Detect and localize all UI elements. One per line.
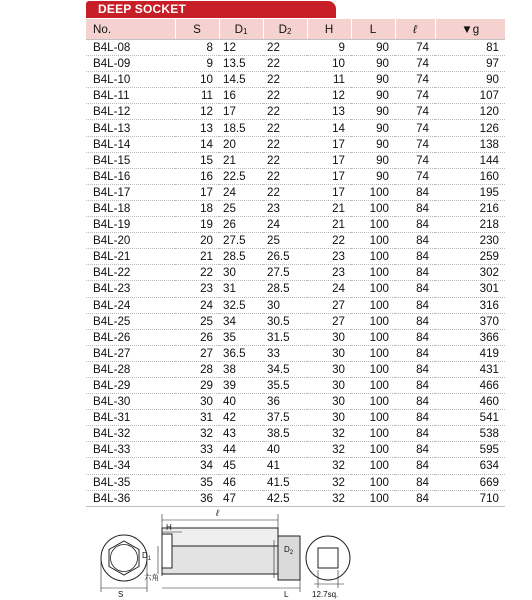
- cell-d2: 28.5: [263, 281, 307, 297]
- cell-d2: 22: [263, 168, 307, 184]
- cell-s: 11: [175, 88, 219, 104]
- table-row: [86, 120, 505, 136]
- cell-s: 17: [175, 184, 219, 200]
- cell-l: 100: [351, 233, 395, 249]
- cell-g: 710: [435, 490, 505, 506]
- socket-diagram: [96, 500, 432, 600]
- cell-d1: 27.5: [219, 233, 263, 249]
- cell-s: 22: [175, 265, 219, 281]
- table-row: [86, 104, 505, 120]
- cell-d2: 35.5: [263, 377, 307, 393]
- cell-ell: 84: [395, 394, 435, 410]
- cell-s: 29: [175, 377, 219, 393]
- cell-l: 100: [351, 313, 395, 329]
- table-row: [86, 72, 505, 88]
- cell-l: 100: [351, 265, 395, 281]
- cell-d1: 38: [219, 361, 263, 377]
- cell-ell: 84: [395, 233, 435, 249]
- table-row: [86, 168, 505, 184]
- cell-ell: 84: [395, 265, 435, 281]
- table-row: [86, 297, 505, 313]
- table-row: [86, 136, 505, 152]
- cell-s: 14: [175, 136, 219, 152]
- cell-s: 35: [175, 474, 219, 490]
- cell-no: B4L-18: [86, 200, 175, 216]
- cell-ell: 84: [395, 458, 435, 474]
- diagram-hex-label: 六角: [144, 573, 159, 582]
- header-l: L: [351, 19, 395, 40]
- header-d2-label: D: [278, 22, 287, 36]
- cell-d2: 40: [263, 442, 307, 458]
- header-d2-sub: 2: [286, 26, 292, 36]
- cell-d1: 47: [219, 490, 263, 506]
- cell-no: B4L-31: [86, 410, 175, 426]
- cell-no: B4L-22: [86, 265, 175, 281]
- cell-s: 24: [175, 297, 219, 313]
- cell-no: B4L-09: [86, 56, 175, 72]
- cell-d1: 30: [219, 265, 263, 281]
- cell-l: 100: [351, 217, 395, 233]
- cell-g: 144: [435, 152, 505, 168]
- cell-h: 24: [307, 281, 351, 297]
- spec-table-body: [86, 40, 505, 507]
- cell-d1: 28.5: [219, 249, 263, 265]
- cell-no: B4L-30: [86, 394, 175, 410]
- cell-d1: 42: [219, 410, 263, 426]
- header-h: H: [307, 19, 351, 40]
- cell-d2: 22: [263, 104, 307, 120]
- cell-g: 97: [435, 56, 505, 72]
- cell-no: B4L-35: [86, 474, 175, 490]
- cell-d2: 36: [263, 394, 307, 410]
- cell-d1: 17: [219, 104, 263, 120]
- cell-d1: 31: [219, 281, 263, 297]
- cell-ell: 84: [395, 217, 435, 233]
- cell-h: 30: [307, 361, 351, 377]
- table-row: [86, 249, 505, 265]
- cell-ell: 84: [395, 184, 435, 200]
- cell-h: 17: [307, 152, 351, 168]
- cell-no: B4L-15: [86, 152, 175, 168]
- table-row: [86, 281, 505, 297]
- cell-h: 21: [307, 200, 351, 216]
- header-s: S: [175, 19, 219, 40]
- cell-d1: 46: [219, 474, 263, 490]
- cell-h: 21: [307, 217, 351, 233]
- cell-d1: 13.5: [219, 56, 263, 72]
- cell-s: 19: [175, 217, 219, 233]
- cell-ell: 84: [395, 200, 435, 216]
- diagram-d2-sub: 2: [289, 550, 294, 556]
- cell-h: 27: [307, 297, 351, 313]
- cell-g: 302: [435, 265, 505, 281]
- table-row: [86, 233, 505, 249]
- cell-ell: 84: [395, 426, 435, 442]
- cell-no: B4L-21: [86, 249, 175, 265]
- cell-g: 460: [435, 394, 505, 410]
- cell-s: 23: [175, 281, 219, 297]
- cell-d1: 16: [219, 88, 263, 104]
- cell-no: B4L-26: [86, 329, 175, 345]
- cell-l: 100: [351, 442, 395, 458]
- table-row: [86, 40, 505, 56]
- header-ell: ℓ: [395, 19, 435, 40]
- table-row: [86, 345, 505, 361]
- cell-l: 100: [351, 200, 395, 216]
- cell-d1: 24: [219, 184, 263, 200]
- cell-d2: 42.5: [263, 490, 307, 506]
- cell-g: 634: [435, 458, 505, 474]
- cell-s: 27: [175, 345, 219, 361]
- cell-l: 90: [351, 152, 395, 168]
- table-title: DEEP SOCKET: [98, 2, 186, 16]
- cell-no: B4L-29: [86, 377, 175, 393]
- cell-s: 31: [175, 410, 219, 426]
- cell-no: B4L-27: [86, 345, 175, 361]
- cell-l: 100: [351, 329, 395, 345]
- cell-no: B4L-20: [86, 233, 175, 249]
- cell-no: B4L-34: [86, 458, 175, 474]
- table-row: [86, 329, 505, 345]
- cell-ell: 84: [395, 249, 435, 265]
- table-row: [86, 184, 505, 200]
- cell-ell: 74: [395, 120, 435, 136]
- header-row: [86, 19, 505, 40]
- cell-l: 90: [351, 72, 395, 88]
- cell-d2: 31.5: [263, 329, 307, 345]
- cell-l: 90: [351, 104, 395, 120]
- cell-h: 30: [307, 329, 351, 345]
- cell-d1: 21: [219, 152, 263, 168]
- cell-s: 12: [175, 104, 219, 120]
- cell-l: 100: [351, 249, 395, 265]
- cell-l: 100: [351, 281, 395, 297]
- cell-no: B4L-13: [86, 120, 175, 136]
- cell-no: B4L-28: [86, 361, 175, 377]
- cell-g: 431: [435, 361, 505, 377]
- header-g: ▼g: [435, 19, 505, 40]
- cell-no: B4L-16: [86, 168, 175, 184]
- cell-h: 23: [307, 249, 351, 265]
- table-row: [86, 313, 505, 329]
- square-drive-end-view: [306, 536, 350, 588]
- cell-l: 90: [351, 40, 395, 56]
- diagram-l-label: L: [284, 590, 289, 599]
- cell-no: B4L-32: [86, 426, 175, 442]
- diagram-sq-label: 12.7sq.: [312, 590, 339, 599]
- hex-end-view: [101, 535, 147, 592]
- cell-h: 30: [307, 410, 351, 426]
- cell-g: 366: [435, 329, 505, 345]
- cell-d1: 26: [219, 217, 263, 233]
- cell-g: 90: [435, 72, 505, 88]
- cell-no: B4L-25: [86, 313, 175, 329]
- header-no: No.: [86, 19, 175, 40]
- cell-g: 301: [435, 281, 505, 297]
- cell-l: 100: [351, 345, 395, 361]
- cell-g: 466: [435, 377, 505, 393]
- cell-l: 100: [351, 426, 395, 442]
- cell-d2: 30: [263, 297, 307, 313]
- diagram-d1-sub: 1: [147, 556, 152, 562]
- cell-ell: 84: [395, 361, 435, 377]
- cell-g: 370: [435, 313, 505, 329]
- cell-d2: 37.5: [263, 410, 307, 426]
- cell-ell: 84: [395, 442, 435, 458]
- cell-h: 11: [307, 72, 351, 88]
- header-d2: [263, 19, 307, 40]
- cell-h: 10: [307, 56, 351, 72]
- table-row: [86, 88, 505, 104]
- cell-h: 32: [307, 442, 351, 458]
- cell-no: B4L-10: [86, 72, 175, 88]
- cell-s: 28: [175, 361, 219, 377]
- cell-ell: 84: [395, 281, 435, 297]
- cell-h: 17: [307, 136, 351, 152]
- cell-d1: 44: [219, 442, 263, 458]
- table-row: [86, 474, 505, 490]
- cell-g: 107: [435, 88, 505, 104]
- cell-ell: 84: [395, 490, 435, 506]
- diagram-d2-text: D: [284, 545, 290, 554]
- cell-d1: 34: [219, 313, 263, 329]
- cell-h: 17: [307, 184, 351, 200]
- cell-h: 9: [307, 40, 351, 56]
- cell-ell: 74: [395, 72, 435, 88]
- cell-g: 195: [435, 184, 505, 200]
- cell-d2: 33: [263, 345, 307, 361]
- cell-d2: 22: [263, 120, 307, 136]
- cell-d1: 43: [219, 426, 263, 442]
- cell-h: 32: [307, 474, 351, 490]
- cell-h: 32: [307, 426, 351, 442]
- cell-g: 595: [435, 442, 505, 458]
- cell-g: 316: [435, 297, 505, 313]
- cell-d2: 41: [263, 458, 307, 474]
- cell-s: 25: [175, 313, 219, 329]
- cell-d1: 14.5: [219, 72, 263, 88]
- cell-d1: 36.5: [219, 345, 263, 361]
- table-row: [86, 265, 505, 281]
- table-row: [86, 200, 505, 216]
- cell-d2: 22: [263, 88, 307, 104]
- cell-g: 419: [435, 345, 505, 361]
- cell-d2: 22: [263, 136, 307, 152]
- cell-d2: 22: [263, 56, 307, 72]
- cell-g: 81: [435, 40, 505, 56]
- cell-no: B4L-23: [86, 281, 175, 297]
- cell-no: B4L-12: [86, 104, 175, 120]
- cell-s: 33: [175, 442, 219, 458]
- cell-s: 9: [175, 56, 219, 72]
- cell-d2: 26.5: [263, 249, 307, 265]
- cell-h: 30: [307, 345, 351, 361]
- cell-g: 138: [435, 136, 505, 152]
- cell-d2: 38.5: [263, 426, 307, 442]
- cell-ell: 84: [395, 474, 435, 490]
- cell-ell: 84: [395, 329, 435, 345]
- cell-l: 100: [351, 410, 395, 426]
- cell-l: 100: [351, 474, 395, 490]
- cell-d1: 12: [219, 40, 263, 56]
- cell-s: 13: [175, 120, 219, 136]
- cell-no: B4L-24: [86, 297, 175, 313]
- diagram-h-label: H: [166, 523, 172, 532]
- cell-no: B4L-19: [86, 217, 175, 233]
- cell-g: 126: [435, 120, 505, 136]
- cell-d2: 24: [263, 217, 307, 233]
- cell-d1: 40: [219, 394, 263, 410]
- table-row: [86, 361, 505, 377]
- cell-h: 30: [307, 377, 351, 393]
- cell-l: 100: [351, 377, 395, 393]
- cell-d1: 25: [219, 200, 263, 216]
- cell-s: 18: [175, 200, 219, 216]
- cell-ell: 74: [395, 88, 435, 104]
- cell-d1: 22.5: [219, 168, 263, 184]
- cell-l: 90: [351, 56, 395, 72]
- cell-g: 541: [435, 410, 505, 426]
- cell-d2: 22: [263, 184, 307, 200]
- cell-d1: 45: [219, 458, 263, 474]
- cell-g: 120: [435, 104, 505, 120]
- table-row: [86, 426, 505, 442]
- cell-l: 90: [351, 168, 395, 184]
- cell-l: 100: [351, 490, 395, 506]
- cell-d2: 34.5: [263, 361, 307, 377]
- cell-g: 669: [435, 474, 505, 490]
- cell-ell: 84: [395, 313, 435, 329]
- cell-ell: 74: [395, 168, 435, 184]
- cell-l: 90: [351, 120, 395, 136]
- cell-no: B4L-08: [86, 40, 175, 56]
- table-row: [86, 217, 505, 233]
- cell-h: 12: [307, 88, 351, 104]
- cell-h: 32: [307, 490, 351, 506]
- table-row: [86, 442, 505, 458]
- cell-ell: 74: [395, 40, 435, 56]
- cell-h: 22: [307, 233, 351, 249]
- cell-l: 100: [351, 184, 395, 200]
- cell-d2: 41.5: [263, 474, 307, 490]
- cell-s: 36: [175, 490, 219, 506]
- cell-no: B4L-33: [86, 442, 175, 458]
- cell-l: 90: [351, 136, 395, 152]
- cell-d2: 27.5: [263, 265, 307, 281]
- cell-l: 90: [351, 88, 395, 104]
- cell-ell: 74: [395, 152, 435, 168]
- cell-s: 10: [175, 72, 219, 88]
- cell-no: B4L-14: [86, 136, 175, 152]
- diagram-ell-label: ℓ: [216, 508, 219, 518]
- socket-side-view: [158, 514, 300, 592]
- cell-d1: 35: [219, 329, 263, 345]
- cell-d1: 39: [219, 377, 263, 393]
- cell-d2: 25: [263, 233, 307, 249]
- header-d1-sub: 1: [242, 26, 248, 36]
- cell-l: 100: [351, 361, 395, 377]
- diagram-d1-text: D: [142, 551, 148, 560]
- cell-s: 20: [175, 233, 219, 249]
- cell-s: 8: [175, 40, 219, 56]
- cell-s: 15: [175, 152, 219, 168]
- cell-l: 100: [351, 297, 395, 313]
- cell-d2: 23: [263, 200, 307, 216]
- cell-no: B4L-36: [86, 490, 175, 506]
- table-row: [86, 56, 505, 72]
- cell-h: 32: [307, 458, 351, 474]
- header-d1: [219, 19, 263, 40]
- table-row: [86, 377, 505, 393]
- cell-ell: 84: [395, 410, 435, 426]
- cell-g: 230: [435, 233, 505, 249]
- cell-l: 100: [351, 394, 395, 410]
- cell-ell: 74: [395, 104, 435, 120]
- cell-h: 14: [307, 120, 351, 136]
- cell-d2: 22: [263, 40, 307, 56]
- cell-d2: 30.5: [263, 313, 307, 329]
- cell-s: 30: [175, 394, 219, 410]
- cell-g: 218: [435, 217, 505, 233]
- cell-h: 23: [307, 265, 351, 281]
- cell-s: 16: [175, 168, 219, 184]
- cell-g: 259: [435, 249, 505, 265]
- cell-no: B4L-11: [86, 88, 175, 104]
- cell-s: 21: [175, 249, 219, 265]
- cell-d1: 32.5: [219, 297, 263, 313]
- header-d1-label: D: [234, 22, 243, 36]
- cell-d2: 22: [263, 152, 307, 168]
- table-row: [86, 152, 505, 168]
- cell-s: 32: [175, 426, 219, 442]
- cell-ell: 74: [395, 56, 435, 72]
- cell-g: 216: [435, 200, 505, 216]
- cell-s: 26: [175, 329, 219, 345]
- cell-ell: 84: [395, 377, 435, 393]
- cell-h: 17: [307, 168, 351, 184]
- cell-s: 34: [175, 458, 219, 474]
- cell-d1: 20: [219, 136, 263, 152]
- cell-g: 538: [435, 426, 505, 442]
- cell-g: 160: [435, 168, 505, 184]
- table-row: [86, 410, 505, 426]
- cell-d1: 18.5: [219, 120, 263, 136]
- table-row: [86, 394, 505, 410]
- cell-h: 13: [307, 104, 351, 120]
- cell-ell: 74: [395, 136, 435, 152]
- cell-l: 100: [351, 458, 395, 474]
- cell-d2: 22: [263, 72, 307, 88]
- cell-ell: 84: [395, 345, 435, 361]
- spec-table: [86, 19, 505, 507]
- table-row: [86, 458, 505, 474]
- diagram-d1-label: [142, 551, 152, 562]
- diagram-s-label: S: [118, 590, 124, 599]
- cell-h: 30: [307, 394, 351, 410]
- cell-ell: 84: [395, 297, 435, 313]
- cell-h: 27: [307, 313, 351, 329]
- cell-no: B4L-17: [86, 184, 175, 200]
